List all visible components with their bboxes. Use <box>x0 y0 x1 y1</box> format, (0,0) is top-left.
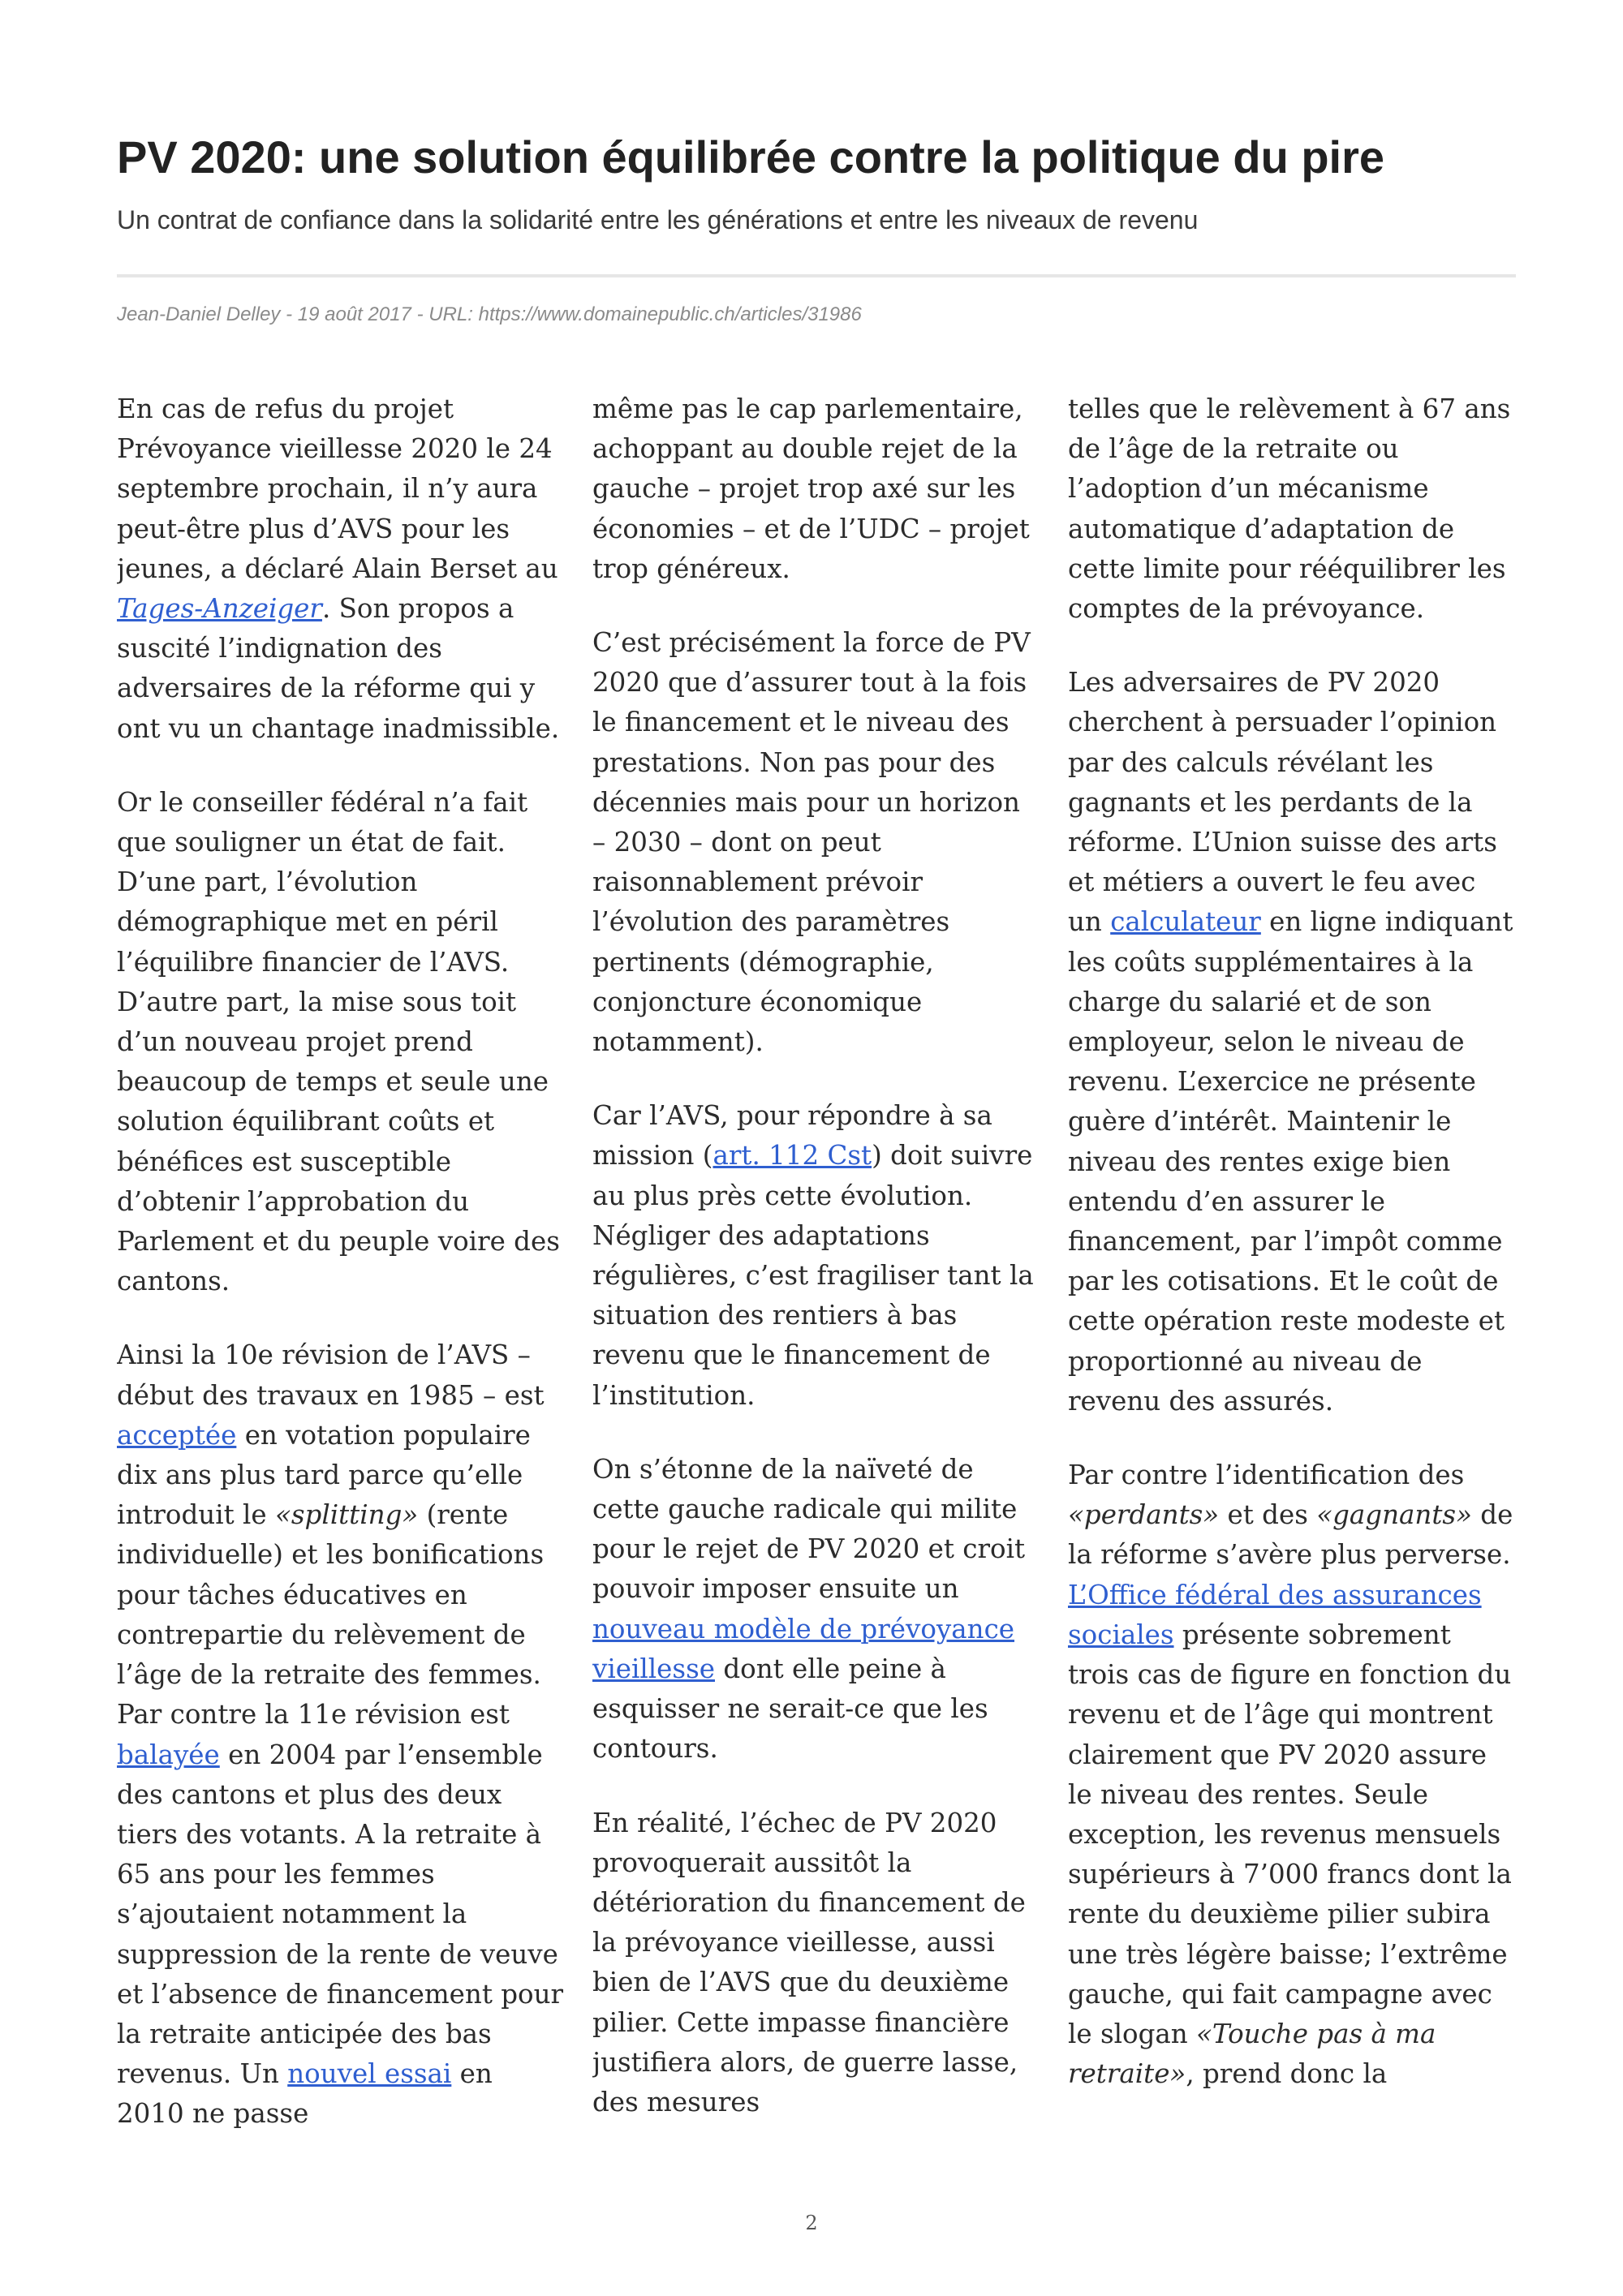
emphasis-gagnants: «gagnants» <box>1316 1499 1472 1531</box>
paragraph <box>117 389 565 749</box>
paragraph <box>592 1096 1040 1416</box>
link-acceptee[interactable]: acceptée <box>117 1419 237 1451</box>
text-run: ) doit suivre au plus près cette évolution. Négliger des adaptations régulières, c’est fragiliser tant la situation des rentiers à bas revenu que le financement de l’institution. <box>592 1140 1034 1411</box>
paragraph: En réalité, l’échec de PV 2020 provoquerait aussitôt la détérioration du financement de la prévoyance vieillesse, aussi bien de l’AVS que du deuxième pilier. Cette impasse financière justifiera alors, de guerre lasse, des mesures <box>592 1807 1026 2118</box>
link-nouvel-essai[interactable]: nouvel essai <box>287 2058 452 2090</box>
column-2 <box>592 389 1040 2186</box>
link-balayee[interactable]: balayée <box>117 1739 220 1770</box>
text-run: On s’étonne de la naïveté de cette gauche radicale qui milite pour le rejet de PV 2020 et croit pouvoir imposer ensuite un <box>592 1453 1026 1605</box>
header-divider <box>117 274 1516 277</box>
link-tages-anzeiger[interactable]: Tages-Anzeiger <box>117 593 322 625</box>
text-run: En cas de refus du projet Prévoyance vieillesse 2020 le 24 septembre prochain, il n’y aura peut-être plus d’AVS pour les jeunes, a déclaré Alain Berset au <box>117 393 558 584</box>
emphasis-slogan: «Touche pas à ma retraite» <box>1068 2018 1436 2090</box>
link-calculateur[interactable]: calculateur <box>1110 906 1261 938</box>
paragraph: Or le conseiller fédéral n’a fait que souligner un état de fait. D’une part, l’évolution démographique met en péril l’équilibre financier de l’AVS. D’autre part, la mise sous toit d’un nouveau projet prend beaucoup de temps et seule une solution équilibrant coûts et bénéfices est susceptible d’obtenir l’approbation du Parlement et du peuple voire des cantons. <box>117 786 560 1297</box>
byline-url-label: URL: <box>428 303 479 325</box>
text-run: dont elle peine à esquisser ne serait-ce que les contours. <box>592 1653 988 1765</box>
column-1 <box>117 389 565 2186</box>
link-ofas[interactable]: L’Office fédéral des assurances sociales <box>1068 1579 1482 1650</box>
text-run: . Son propos a suscité l’indignation des adversaires de la réforme qui y ont vu un chantage inadmissible. <box>117 593 560 744</box>
byline-url[interactable]: https://www.domainepublic.ch/articles/31986 <box>478 303 862 325</box>
paragraph <box>1068 1455 1516 2094</box>
text-run: en ligne indiquant les coûts supplémentaires à la charge du salarié et de son employeur, selon le niveau de revenu. L’exercice ne présente guère d’intérêt. Maintenir le niveau des rentes exige bien entendu d’en assurer le financement, par l’impôt comme par les cotisations. Et le coût de cette opération reste modeste et proportionné au niveau de revenu des assurés. <box>1068 906 1513 1417</box>
paragraph: même pas le cap parlementaire, achoppant au double rejet de la gauche – projet trop axé sur les économies – et de l’UDC – projet trop généreux. <box>592 393 1030 584</box>
text-run: de la réforme s’avère plus perverse. <box>1068 1499 1513 1571</box>
text-run: et des <box>1219 1499 1317 1531</box>
column-3 <box>1068 389 1516 2186</box>
page-number: 2 <box>805 2212 818 2234</box>
article-body <box>117 389 1516 2186</box>
text-run: en 2004 par l’ensemble des cantons et plus des deux tiers des votants. A la retraite à 65 ans pour les femmes s’ajoutaient notamment la suppression de la rente de veuve et l’absence de financement pour la retraite anticipée des bas revenus. Un <box>117 1739 564 2090</box>
byline: Jean-Daniel Delley - 19 août 2017 - URL: https://www.domainepublic.ch/articles/31986 <box>117 303 862 325</box>
byline-date: 19 août 2017 <box>297 303 411 325</box>
paragraph: C’est précisément la force de PV 2020 que d’assurer tout à la fois le financement et le niveau des prestations. Non pas pour des décennies mais pour un horizon – 2030 – dont on peut raisonnablement prévoir l’évolution des paramètres pertinents (démographie, conjoncture économique notamment). <box>592 627 1031 1058</box>
emphasis-splitting: «splitting» <box>274 1499 419 1531</box>
link-nouveau-modele[interactable]: nouveau modèle de prévoyance vieillesse <box>592 1613 1015 1684</box>
paragraph <box>117 1335 565 2134</box>
paragraph <box>1068 663 1516 1421</box>
text-run: en votation populaire dix ans plus tard parce qu’elle introduit le <box>117 1419 531 1531</box>
text-run: Par contre l’identification des <box>1068 1460 1465 1491</box>
byline-author: Jean-Daniel Delley <box>117 303 281 325</box>
text-run: Car l’AVS, pour répondre à sa mission ( <box>592 1100 992 1172</box>
article-title: PV 2020: une solution équilibrée contre la politique du pire <box>117 131 1385 183</box>
emphasis-perdants: «perdants» <box>1068 1499 1220 1531</box>
paragraph <box>592 1450 1040 1769</box>
text-run: en 2010 ne passe <box>117 2058 493 2130</box>
text-run: présente sobrement trois cas de figure en fonction du revenu et de l’âge qui montrent clairement que PV 2020 assure le niveau des rentes. Seule exception, les revenus mensuels supérieurs à 7’000 francs dont la rente du deuxième pilier subira une très légère baisse; l’extrême gauche, qui fait campagne avec le slogan <box>1068 1619 1512 2049</box>
link-art-112-cst[interactable]: art. 112 Cst <box>712 1140 872 1172</box>
text-run: (rente individuelle) et les bonifications pour tâches éducatives en contrepartie du relèvement de l’âge de la retraite des femmes. Par contre la 11e révision est <box>117 1499 545 1731</box>
text-run: Ainsi la 10e révision de l’AVS – début des travaux en 1985 – est <box>117 1339 545 1411</box>
article-subtitle: Un contrat de confiance dans la solidarité entre les générations et entre les niveaux de revenu <box>117 205 1199 234</box>
text-run: Les adversaires de PV 2020 cherchent à persuader l’opinion par des calculs révélant les gagnants et les perdants de la réforme. L’Union suisse des arts et métiers a ouvert le feu avec un <box>1068 667 1497 938</box>
text-run: , prend donc la <box>1186 2058 1388 2090</box>
paragraph: telles que le relèvement à 67 ans de l’âge de la retraite ou l’adoption d’un mécanisme automatique d’adaptation de cette limite pour rééquilibrer les comptes de la prévoyance. <box>1068 393 1511 625</box>
